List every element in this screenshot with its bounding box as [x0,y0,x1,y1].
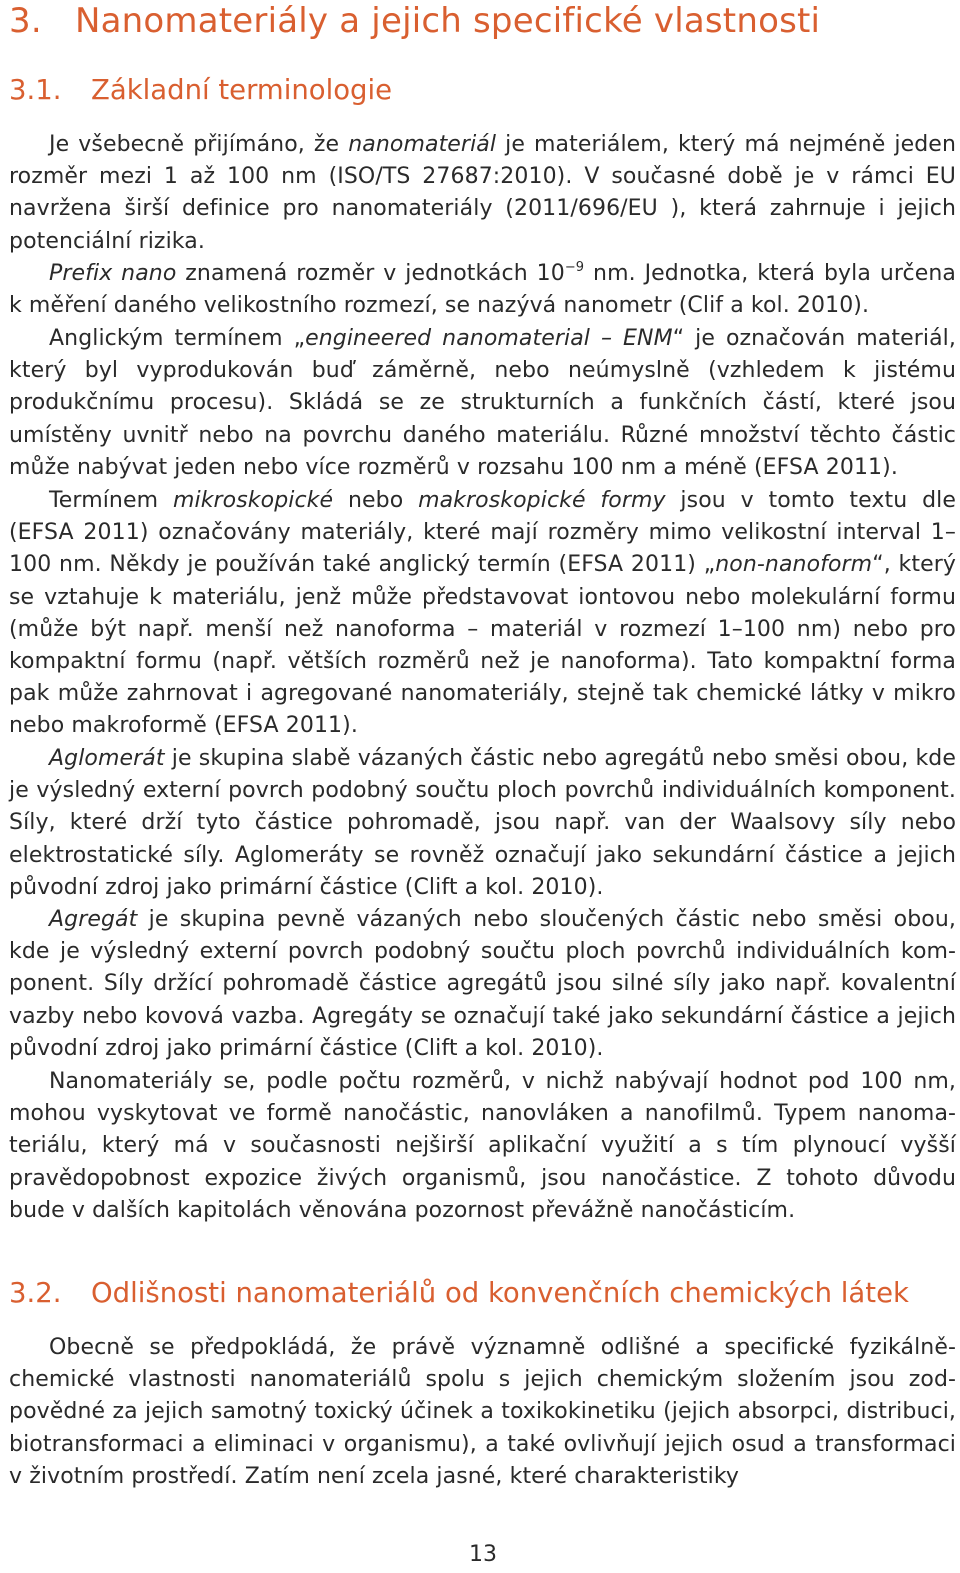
text-run: je skupina pevně vázaných nebo sloučených částic nebo směsi obou, kde je výsledný externí povrch podobný součtu ploch povrchů individuálních komponent. Síly držící pohromadě částice agregátů jsou silné síly jako např. kovalentní vazby nebo kovová vazba. Agregáty se označují také jako sekundární částice a jejich původní zdroj jako primární částice (Clift a kol. 2010). [9,907,956,1061]
term-aggregate: Agregát [49,907,138,932]
text-run: je materiálem, který má nejméně jeden rozměr mezi 1 až 100 nm (ISO/TS 27687:2010). V současné době je v rámci EU navržena širší definice pro nanomateriály (2011/696/EU ), která zahrnuje i jejich potenciální rizika. [9,132,956,254]
paragraph-enm [9,323,956,484]
chapter-heading [9,0,820,42]
text-run: jsou v tomto textu dle (EFSA 2011) označovány materiály, které mají rozměry mimo velikostní interval 1–100 nm. Někdy je používán také anglický termín (EFSA 2011) „ [9,488,956,578]
text-run: “ je označován materiál, který byl vyprodukován buď záměrně, nebo neúmyslně (vzhledem k jistému produkčnímu procesu). Skládá se ze strukturních a funkčních částí, které jsou umístěny uvnitř nebo na povrchu daného materiálu. Různé množství těchto částic může nabývat jeden nebo více rozměrů v rozsahu 100 nm a méně (EFSA 2011). [9,326,956,480]
term-non-nanoform: non-nanoform [715,552,873,578]
term-prefix-nano: Prefix nano [49,261,177,286]
section-number: 3.2. [9,1277,62,1309]
chapter-title: Nanomateriály a jejich specifické vlastnosti [75,1,821,41]
section-heading-3-1 [9,72,392,108]
paragraph-nanoparticles: Nanomateriály se, podle počtu rozměrů, v nichž nabývají hodnot pod 100 nm, mohou vyskytovat ve formě nanočástic, nanovláken a nanofilmů. Typem nanomateriálu, který má v současnosti nejširší aplikační využití a s tím plynoucí vyšší pravědopobnost expozice živých organismů, jsou nanočástice. Z tohoto důvodu bude v dalších kapitolách věnována pozornost převážně nanočásticím. [9,1069,956,1223]
term-enm: engineered nanomaterial – ENM [305,326,673,351]
text-run: znamená rozměr v jednotkách 10 [176,261,565,286]
term-macroscopic-forms: makroskopické formy [418,488,666,513]
chapter-number: 3. [9,1,42,41]
paragraph-differences: Obecně se předpokládá, že právě významně odlišné a specifické fyzikálně-chemické vlastnosti nanomateriálů spolu s jejich chemickým složením jsou zodpovědné za jejich samotný toxický účinek a toxikokinetiku (jejich absorpci, distribuci, biotransformaci a eliminaci v organismu), a také ovlivňují jejich osud a transformaci v životním prostředí. Zatím není zcela jasné, které charakteristiky [9,1335,956,1489]
paragraph-forms [9,485,956,743]
section-title: Odlišnosti nanomateriálů od konvenčních chemických látek [91,1277,909,1309]
term-nanomaterial: nanomateriál [348,132,497,157]
text-run: Je všebecně přijímáno, že [49,132,349,157]
text-run: “, který se vztahuje k materiálu, jenž může představovat iontovou nebo molekulární formu (může být např. menší než nanoforma – materiál v rozmezí 1–100 nm) nebo pro kompaktní formu (např. větších rozměrů než je nanoforma). Tato kompaktní forma pak může zahrnovat i agregované nanomateriály, stejně tak chemické látky v mikro nebo makroformě (EFSA 2011). [9,552,957,739]
text-run: Anglickým termínem „ [49,326,306,351]
term-agglomerate: Aglomerát [49,746,165,771]
text-run: Termínem [49,488,173,513]
exponent: −9 [564,260,585,275]
term-microscopic: mikroskopické [172,488,334,513]
paragraph-prefix-nano [9,258,956,322]
section-heading-3-2 [9,1275,909,1311]
section-number: 3.1. [9,74,62,106]
paragraph-aggregate [9,904,956,1065]
text-run: je skupina slabě vázaných částic nebo agregátů nebo směsi obou, kde je výsledný externí povrch podobný součtu ploch povrchů individuálních komponent. Síly, které drží tyto částice pohromadě, jsou např. van der Waalsovy síly nebo elektrostatické síly. Aglomeráty se rovněž označují jako sekundární částice a jejich původní zdroj jako primární částice (Clift a kol. 2010). [9,746,956,900]
paragraph-agglomerate [9,743,956,904]
text-run: nebo [333,488,419,513]
text-run: nm. Jednotka, která byla určena k měření daného velikostního rozmezí, se nazývá nanometr (Clif a kol. 2010). [9,261,956,319]
page-number: 13 [469,1542,497,1567]
section-title: Základní terminologie [91,74,393,106]
paragraph-nanomaterial-definition [9,129,956,258]
